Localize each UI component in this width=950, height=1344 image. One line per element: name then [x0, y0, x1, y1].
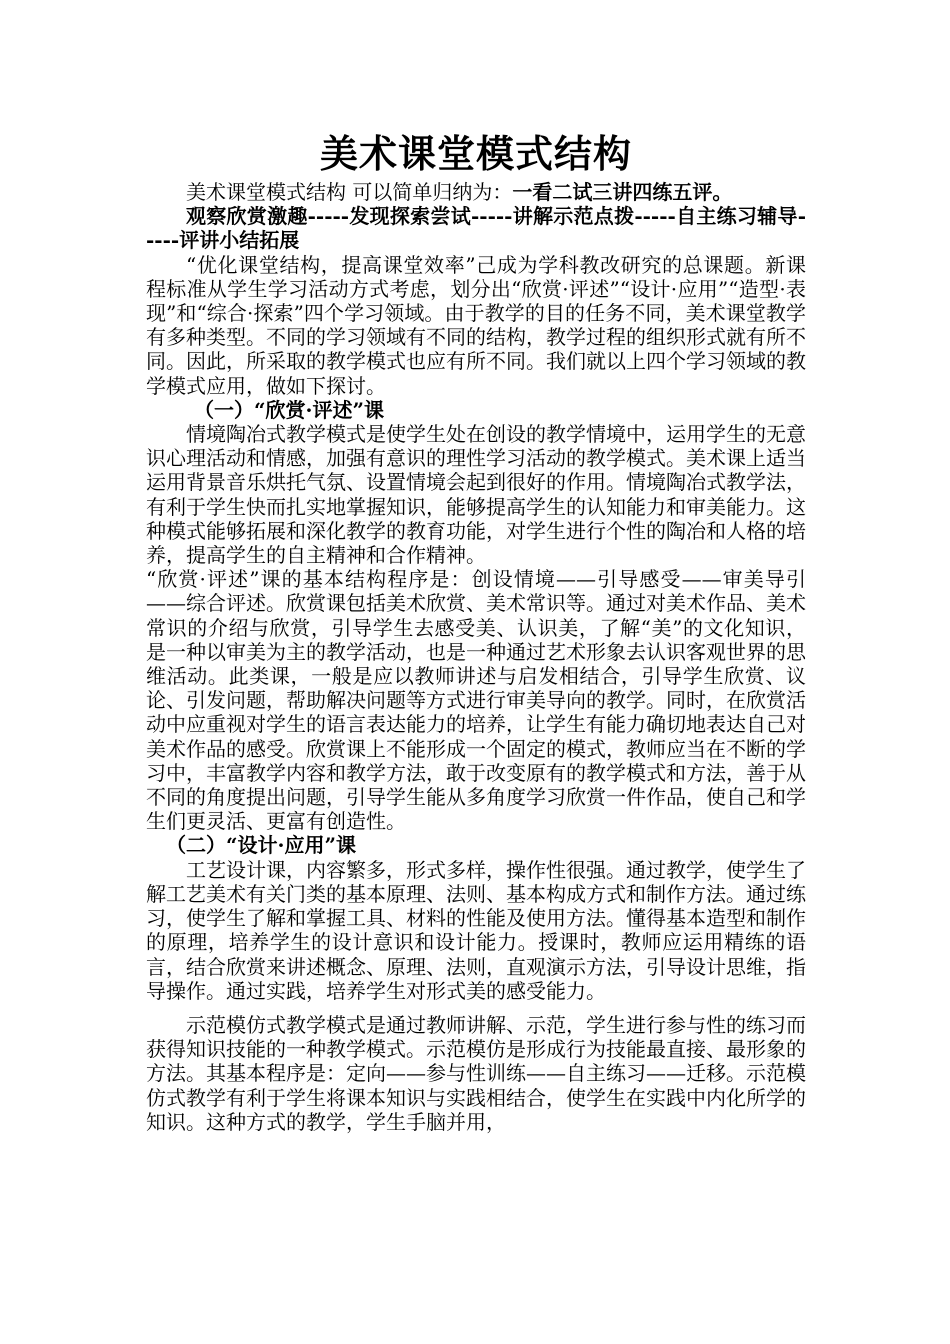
intro-paragraph: [146, 180, 806, 204]
section-heading-1: （一）“欣赏·评述”课: [194, 397, 384, 422]
intro-summary: 一看二试三讲四练五评。: [512, 180, 733, 204]
document-page: [146, 128, 806, 1134]
body-paragraph-4: 工艺设计课，内容繁多，形式多样，操作性很强。通过教学，使学生了解工艺美术有关门类的基本原理、法则、基本构成方式和制作方法。通过练习，使学生了解和掌握工具、材料的性能及使用方法。懂得基本造型和制作的原理，培养学生的设计意识和设计能力。授课时，教师应运用精练的语言，结合欣赏来讲述概念、原理、法则，直观演示方法，引导设计思维，指导操作。通过实践，培养学生对形式美的感受能力。: [146, 857, 806, 1003]
body-paragraph-3: “欣赏·评述”课的基本结构程序是：创设情境——引导感受——审美导引——综合评述。欣赏课包括美术欣赏、美术常识等。通过对美术作品、美术常识的介绍与欣赏，引导学生去感受美、认识美，了解“美”的文化知识，是一种以审美为主的教学活动，也是一种通过艺术形象去认识客观世界的思维活动。此类课，一般是应以教师讲述与启发相结合，引导学生欣赏、议论、引发问题，帮助解决问题等方式进行审美导向的教学。同时，在欣赏活动中应重视对学生的语言表达能力的培养，让学生有能力确切地表达自己对美术作品的感受。欣赏课上不能形成一个固定的模式，教师应当在不断的学习中，丰富教学内容和教学方法，敢于改变原有的教学模式和方法，善于从不同的角度提出问题，引导学生能从多角度学习欣赏一件作品，使自己和学生们更灵活、更富有创造性。: [146, 567, 806, 834]
body-paragraph-2: 情境陶冶式教学模式是使学生处在创设的教学情境中，运用学生的无意识心理活动和情感，加强有意识的理性学习活动的教学模式。美术课上适当运用背景音乐烘托气氛、设置情境会起到很好的作用。情境陶冶式教学法，有利于学生快而扎实地掌握知识，能够提高学生的认知能力和审美能力。这种模式能够拓展和深化教学的教育功能，对学生进行个性的陶冶和人格的培养，提高学生的自主精神和合作精神。: [146, 422, 806, 568]
body-paragraph-1: “优化课堂结构，提高课堂效率”己成为学科教改研究的总课题。新课程标准从学生学习活动方式考虑，划分出“欣赏·评述”“设计·应用”“造型·表现”和“综合·探索”四个学习领域。由于教学的目的任务不同，美术课堂教学有多种类型。不同的学习领域有不同的结构，教学过程的组织形式就有所不同。因此，所采取的教学模式也应有所不同。我们就以上四个学习领域的教学模式应用，做如下探讨。: [146, 252, 806, 398]
intro-text: 美术课堂模式结构 可以简单归纳为：: [186, 180, 513, 204]
body-paragraph-5: 示范模仿式教学模式是通过教师讲解、示范，学生进行参与性的练习而获得知识技能的一种教学模式。示范模仿是形成行为技能最直接、最形象的方法。其基本程序是：定向——参与性训练——自主练习——迁移。示范模仿式教学有利于学生将课本知识与实践相结合，使学生在实践中内化所学的知识。这种方式的教学，学生手脑并用，: [146, 1012, 806, 1134]
section-heading-2: （二）“设计·应用”课: [166, 833, 356, 858]
document-title: 美术课堂模式结构: [319, 131, 632, 176]
structure-steps: 观察欣赏激趣-----发现探索尝试-----讲解示范点拨-----自主练习辅导-----评讲小结拓展: [146, 204, 806, 253]
